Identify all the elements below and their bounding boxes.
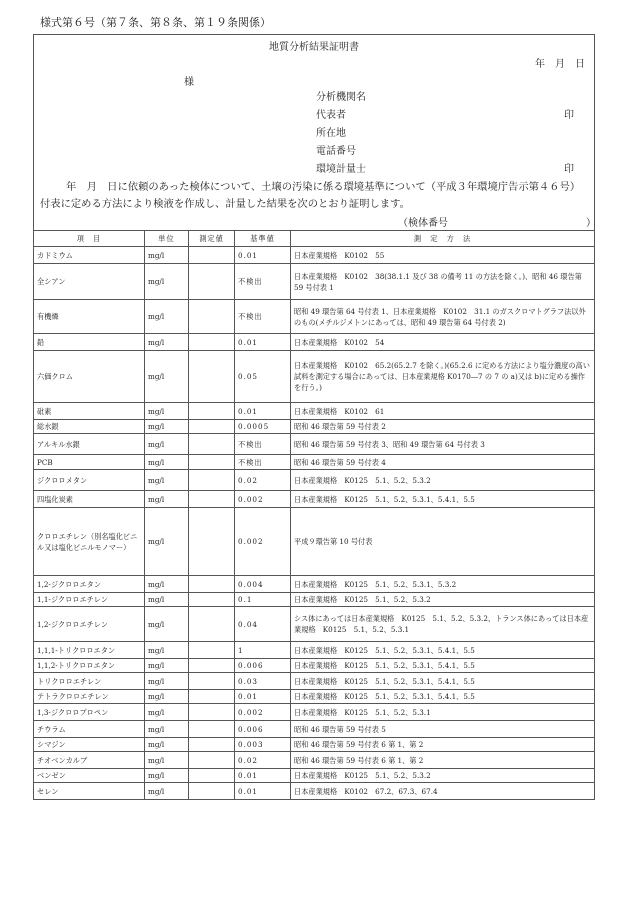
certification-statement <box>40 179 588 213</box>
row-method: 日本産業規格 K0102 67.2、67.3、67.4 <box>291 783 595 800</box>
field-representative: 代表者 <box>316 110 346 121</box>
row-standard-value: 0.1 <box>235 593 291 607</box>
table-row <box>34 593 595 607</box>
row-item: 鉛 <box>34 334 145 351</box>
row-standard-value: 0.03 <box>235 673 291 690</box>
row-unit: mg/l <box>145 738 189 752</box>
row-unit: mg/l <box>145 752 189 769</box>
row-item: 砒素 <box>34 403 145 420</box>
row-standard-value: 0.0005 <box>235 420 291 434</box>
row-measured-value[interactable] <box>189 769 235 783</box>
row-standard-value: 0.003 <box>235 738 291 752</box>
row-standard-value: 0.02 <box>235 470 291 491</box>
row-unit: mg/l <box>145 491 189 508</box>
row-measured-value[interactable] <box>189 455 235 470</box>
row-item: ベンゼン <box>34 769 145 783</box>
table-row <box>34 470 595 491</box>
statement-line-1: 年 月 日に依頼のあった検体について、土壌の汚染に係る環境基準について（平成３年環境庁告示第４６号） <box>66 181 581 193</box>
row-item: 1,1-ジクロロエチレン <box>34 593 145 607</box>
row-item: シマジン <box>34 738 145 752</box>
row-item: 1,3-ジクロロプロペン <box>34 704 145 721</box>
document-title: 地質分析結果証明書 <box>269 42 359 53</box>
field-phone: 電話番号 <box>316 146 356 157</box>
row-method: 日本産業規格 K0102 61 <box>291 403 595 420</box>
row-measured-value[interactable] <box>189 721 235 738</box>
row-method: 日本産業規格 K0125 5.1、5.2、5.3.1、5.4.1、5.5 <box>291 642 595 659</box>
row-item: 1,1,2-トリクロロエタン <box>34 659 145 673</box>
row-measured-value[interactable] <box>189 752 235 769</box>
table-row <box>34 491 595 508</box>
table-row <box>34 721 595 738</box>
row-measured-value[interactable] <box>189 470 235 491</box>
table-row <box>34 434 595 455</box>
row-standard-value: 不検出 <box>235 455 291 470</box>
row-measured-value[interactable] <box>189 593 235 607</box>
table-row <box>34 247 595 264</box>
row-unit: mg/l <box>145 607 189 642</box>
row-unit: mg/l <box>145 769 189 783</box>
row-measured-value[interactable] <box>189 351 235 403</box>
row-item: 有機燐 <box>34 300 145 334</box>
issue-date: 年 月 日 <box>535 59 585 70</box>
seal-mark-measurer: 印 <box>564 164 574 175</box>
row-measured-value[interactable] <box>189 403 235 420</box>
row-standard-value: 0.002 <box>235 704 291 721</box>
row-measured-value[interactable] <box>189 659 235 673</box>
row-unit: mg/l <box>145 247 189 264</box>
issuer-info <box>316 88 574 178</box>
row-measured-value[interactable] <box>189 434 235 455</box>
row-method: 昭和 46 環告第 59 号付表 3、昭和 49 環告第 64 号付表 3 <box>291 434 595 455</box>
row-item: チオベンカルブ <box>34 752 145 769</box>
row-item: アルキル水銀 <box>34 434 145 455</box>
row-standard-value: 0.01 <box>235 247 291 264</box>
specimen-label: （検体番号 <box>398 218 448 229</box>
row-method: 日本産業規格 K0102 55 <box>291 247 595 264</box>
row-method: 平成９環告第 10 号付表 <box>291 508 595 576</box>
row-method: 昭和 46 環告第 59 号付表 4 <box>291 455 595 470</box>
row-unit: mg/l <box>145 642 189 659</box>
row-standard-value: 0.01 <box>235 334 291 351</box>
row-item: 四塩化炭素 <box>34 491 145 508</box>
row-unit: mg/l <box>145 351 189 403</box>
row-method: 昭和 46 環告第 59 号付表 6 第 1、第 2 <box>291 738 595 752</box>
row-standard-value: 0.01 <box>235 783 291 800</box>
row-unit: mg/l <box>145 783 189 800</box>
table-row <box>34 642 595 659</box>
row-unit: mg/l <box>145 434 189 455</box>
row-item: カドミウム <box>34 247 145 264</box>
row-method: 日本産業規格 K0102 38(38.1.1 及び 38 の備考 11 の方法を除く。)、昭和 46 環告第 59 号付表 1 <box>291 264 595 300</box>
row-item: PCB <box>34 455 145 470</box>
row-standard-value: 0.006 <box>235 721 291 738</box>
row-unit: mg/l <box>145 470 189 491</box>
table-row <box>34 752 595 769</box>
row-measured-value[interactable] <box>189 704 235 721</box>
table-row <box>34 455 595 470</box>
row-item: 六価クロム <box>34 351 145 403</box>
row-method: 日本産業規格 K0125 5.1、5.2、5.3.1、5.4.1、5.5 <box>291 690 595 704</box>
row-measured-value[interactable] <box>189 783 235 800</box>
row-unit: mg/l <box>145 334 189 351</box>
row-method: 昭和 46 環告第 59 号付表 6 第 1、第 2 <box>291 752 595 769</box>
row-unit: mg/l <box>145 420 189 434</box>
row-measured-value[interactable] <box>189 738 235 752</box>
row-unit: mg/l <box>145 704 189 721</box>
table-row <box>34 403 595 420</box>
row-standard-value: 0.01 <box>235 769 291 783</box>
row-method: 日本産業規格 K0102 65.2(65.2.7 を除く。)(65.2.6 に定める方法により塩分濃度の高い試料を測定する場合にあっては、日本産業規格 K0170―7 の 7 の a)又は b)に定める操作を行う。) <box>291 351 595 403</box>
table-row <box>34 738 595 752</box>
row-measured-value[interactable] <box>189 247 235 264</box>
table-row <box>34 334 595 351</box>
row-measured-value[interactable] <box>189 576 235 593</box>
table-row <box>34 607 595 642</box>
col-item: 項 目 <box>34 231 145 247</box>
col-standard: 基準値 <box>235 231 291 247</box>
table-row <box>34 690 595 704</box>
row-item: セレン <box>34 783 145 800</box>
row-measured-value[interactable] <box>189 673 235 690</box>
row-item: テトラクロロエチレン <box>34 690 145 704</box>
seal-mark-representative: 印 <box>564 110 574 121</box>
table-row <box>34 659 595 673</box>
row-method: シス体にあっては日本産業規格 K0125 5.1、5.2、5.3.2、トランス体にあっては日本産業規格 K0125 5.1、5.2、5.3.1 <box>291 607 595 642</box>
field-address: 所在地 <box>316 128 346 139</box>
statement-line-2: 付表に定める方法により検液を作成し、計量した結果を次のとおり証明します。 <box>40 198 410 210</box>
row-unit: mg/l <box>145 721 189 738</box>
row-method: 昭和 46 環告第 59 号付表 2 <box>291 420 595 434</box>
row-standard-value: 不検出 <box>235 300 291 334</box>
col-method: 測 定 方 法 <box>291 231 595 247</box>
field-measurer: 環境計量士 <box>316 164 366 175</box>
row-standard-value: 0.01 <box>235 690 291 704</box>
table-row <box>34 351 595 403</box>
form-number: 様式第６号（第７条、第８条、第１９条関係） <box>40 16 271 29</box>
row-unit: mg/l <box>145 593 189 607</box>
row-unit: mg/l <box>145 455 189 470</box>
table-row <box>34 576 595 593</box>
table-row <box>34 704 595 721</box>
table-row <box>34 783 595 800</box>
row-measured-value[interactable] <box>189 334 235 351</box>
row-measured-value[interactable] <box>189 420 235 434</box>
specimen-close: ） <box>586 218 596 229</box>
row-measured-value[interactable] <box>189 491 235 508</box>
row-method: 日本産業規格 K0125 5.1、5.2、5.3.2 <box>291 470 595 491</box>
col-value: 測定値 <box>189 231 235 247</box>
row-item: 全シアン <box>34 264 145 300</box>
table-row <box>34 300 595 334</box>
addressee-suffix: 様 <box>184 77 194 88</box>
row-unit: mg/l <box>145 659 189 673</box>
row-standard-value: 0.006 <box>235 659 291 673</box>
row-standard-value: 0.04 <box>235 607 291 642</box>
row-standard-value: 0.02 <box>235 752 291 769</box>
row-item: チウラム <box>34 721 145 738</box>
row-method: 昭和 46 環告第 59 号付表 5 <box>291 721 595 738</box>
row-item: 総水銀 <box>34 420 145 434</box>
row-standard-value: 0.002 <box>235 491 291 508</box>
row-unit: mg/l <box>145 264 189 300</box>
row-measured-value[interactable] <box>189 642 235 659</box>
row-unit: mg/l <box>145 576 189 593</box>
row-measured-value[interactable] <box>189 508 235 576</box>
row-unit: mg/l <box>145 690 189 704</box>
row-item: 1,2-ジクロロエタン <box>34 576 145 593</box>
row-unit: mg/l <box>145 673 189 690</box>
row-unit: mg/l <box>145 403 189 420</box>
row-measured-value[interactable] <box>189 300 235 334</box>
row-measured-value[interactable] <box>189 607 235 642</box>
row-item: 1,2-ジクロロエチレン <box>34 607 145 642</box>
row-standard-value: 0.004 <box>235 576 291 593</box>
specimen-number <box>398 214 596 229</box>
row-standard-value: 0.01 <box>235 403 291 420</box>
row-method: 日本産業規格 K0125 5.1、5.2、5.3.1、5.4.1、5.5 <box>291 491 595 508</box>
row-method: 日本産業規格 K0102 54 <box>291 334 595 351</box>
row-unit: mg/l <box>145 300 189 334</box>
table-row <box>34 508 595 576</box>
table-row <box>34 673 595 690</box>
row-method: 日本産業規格 K0125 5.1、5.2、5.3.1、5.3.2 <box>291 576 595 593</box>
row-method: 日本産業規格 K0125 5.1、5.2、5.3.2 <box>291 593 595 607</box>
table-row <box>34 264 595 300</box>
row-item: トリクロロエチレン <box>34 673 145 690</box>
col-unit: 単位 <box>145 231 189 247</box>
row-standard-value: 0.05 <box>235 351 291 403</box>
table-row <box>34 769 595 783</box>
row-method: 日本産業規格 K0125 5.1、5.2、5.3.1 <box>291 704 595 721</box>
row-measured-value[interactable] <box>189 264 235 300</box>
row-item: 1,1,1-トリクロロエタン <box>34 642 145 659</box>
row-standard-value: 1 <box>235 642 291 659</box>
row-standard-value: 不検出 <box>235 434 291 455</box>
table-row <box>34 420 595 434</box>
row-item: クロロエチレン（別名塩化ビニル又は塩化ビニルモノマー） <box>34 508 145 576</box>
row-method: 日本産業規格 K0125 5.1、5.2、5.3.1、5.4.1、5.5 <box>291 659 595 673</box>
row-standard-value: 0.002 <box>235 508 291 576</box>
row-method: 日本産業規格 K0125 5.1、5.2、5.3.1、5.4.1、5.5 <box>291 673 595 690</box>
row-unit: mg/l <box>145 508 189 576</box>
row-measured-value[interactable] <box>189 690 235 704</box>
row-method: 日本産業規格 K0125 5.1、5.2、5.3.2 <box>291 769 595 783</box>
table-header-row <box>34 231 595 247</box>
results-table <box>33 230 595 800</box>
row-item: ジクロロメタン <box>34 470 145 491</box>
field-lab-name: 分析機関名 <box>316 92 366 103</box>
row-standard-value: 不検出 <box>235 264 291 300</box>
row-method: 昭和 49 環告第 64 号付表 1、日本産業規格 K0102 31.1 のガスクロマトグラフ法以外のもの(メチルジメトンにあっては、昭和 49 環告第 64 号付表 2) <box>291 300 595 334</box>
